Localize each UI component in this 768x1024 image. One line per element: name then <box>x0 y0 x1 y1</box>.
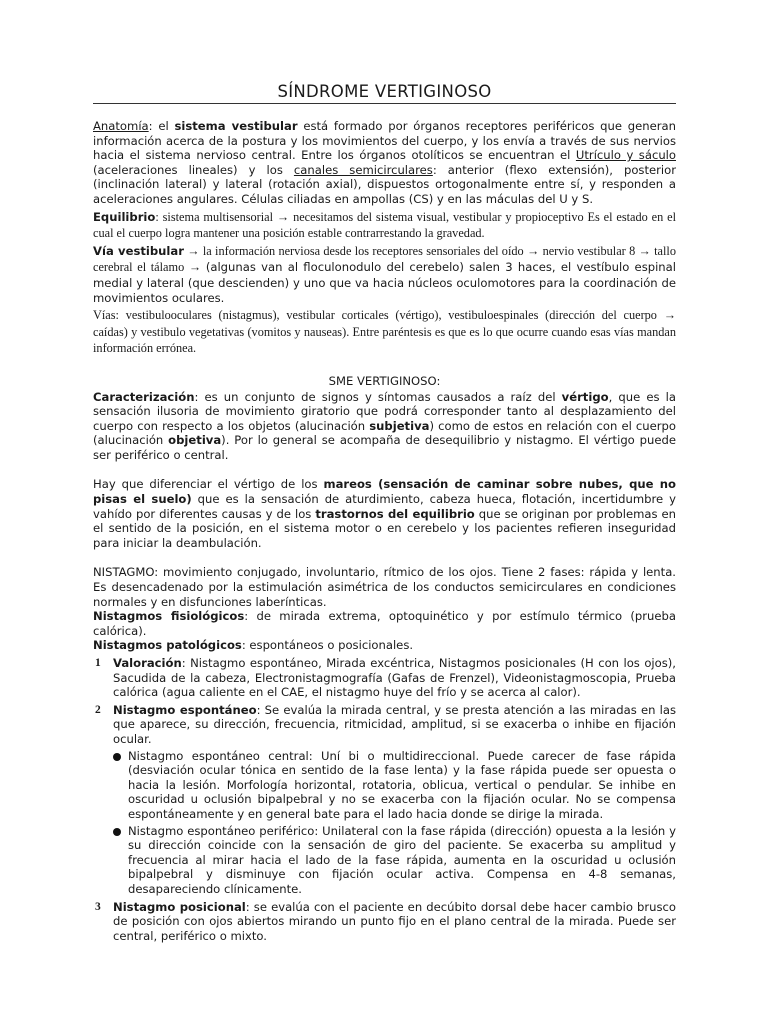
paragraph-patologicos <box>93 638 676 653</box>
paragraph-nistagmo <box>93 565 676 609</box>
term-caracterizacion: Caracterización <box>93 389 195 404</box>
paragraph-fisiologicos <box>93 609 676 638</box>
term-trastornos-equilibrio: trastornos del equilibrio <box>315 506 475 521</box>
text: : de mirada extrema, optoquinético y por estímulo térmico (prueba calórica). <box>93 609 676 638</box>
term-nistagmos-patologicos: Nistagmos patológicos <box>93 638 242 653</box>
list-number: 2 <box>95 703 101 716</box>
list-item-valoracion <box>93 656 676 700</box>
text: : anterior (flexo extensión), posterior (inclinación lateral) y lateral (rotación axial), dispuestos ortogonalmente entre sí, y responden a aceleraciones angulares. Células ciliadas en ampollas (CS) y en las máculas del U y S. <box>93 162 676 206</box>
text: Hay que diferenciar el vértigo de los <box>93 477 324 492</box>
term-utriculo-saculo: Utrículo y sáculo <box>575 148 676 163</box>
term-vertigo: vértigo <box>561 389 609 404</box>
list-number: 3 <box>95 900 101 913</box>
text: que es la sensación de aturdimiento, cabeza hueca, flotación, incertidumbre y vahído por diferentes causas y de los <box>93 492 676 521</box>
section-title-sme: SME VERTIGINOSO: <box>328 373 441 388</box>
text: que se originan por problemas en el sentido de la posición, en el sistema motor o en cerebelo y los pacientes refieren inseguridad para iniciar la deambulación. <box>93 506 676 550</box>
page-title: SÍNDROME VERTIGINOSO <box>93 82 676 104</box>
term-nistagmos-fisiologicos: Nistagmos fisiológicos <box>93 609 245 624</box>
paragraph-caracterizacion <box>93 390 676 463</box>
term-mareos: mareos (sensación de caminar sobre nubes, que no pisas el suelo) <box>93 477 676 507</box>
text: (algunas van al floculonodulo del cerebelo) salen 3 haces, el vestíbulo espinal medial y lateral (que descienden) y uno que va hacia núcleos oculomotores para la coordinación de movimientos oculares. <box>93 260 676 305</box>
term-anatomia: Anatomía <box>93 119 149 133</box>
term-subjetiva: subjetiva <box>369 418 430 433</box>
paragraph-equilibrio <box>93 209 676 242</box>
paragraph-anatomia <box>93 119 676 207</box>
text: : espontáneos o posicionales. <box>241 638 414 653</box>
paragraph-vias: Vías: vestibulooculares (nistagmus), vestibular corticales (vértigo), vestibuloespinales (dirección del cuerpo → caídas) y vestibulo vegetativas (vomitos y nauseas). Entre paréntesis es que es lo que ocurre cuando esas vías mandan información errónea. <box>93 308 676 356</box>
text: : Se evalúa la mirada central, y se presta atención a las miradas en las que aparece, su dirección, frecuencia, ritmicidad, amplitud, si se exacerba o inhibe en fijación ocular. <box>113 702 676 746</box>
term-objetiva: objetiva <box>168 433 222 448</box>
term-nistagmo: NISTAGMO <box>93 565 155 580</box>
text: : movimiento conjugado, involuntario, rítmico de los ojos. Tiene 2 fases: rápida y lenta. Es desencadenado por la estimulación asimétrica de los conductos semicirculares en condiciones normales y en disfunciones laberínticas. <box>93 565 676 609</box>
bullet-list <box>113 749 676 897</box>
text: : es un conjunto de signos y síntomas causados a raíz del <box>194 389 562 404</box>
text: ) como de estos en relación con el cuerpo (alucinación <box>93 418 677 448</box>
bullet-item-periferico <box>113 824 676 897</box>
list-item-nistagmo-espontaneo <box>93 703 676 897</box>
bullet-icon <box>113 828 121 836</box>
bullet-icon <box>113 753 121 761</box>
numbered-list <box>93 656 676 943</box>
text: : se evalúa con el paciente en decúbito dorsal debe hacer cambio brusco de posición con ojos abiertos mirando un punto fijo en el plano central de la mirada. Puede ser central, periférico o mixto. <box>113 899 677 943</box>
text: : el <box>148 119 175 133</box>
paragraph-mareos <box>93 477 676 550</box>
bullet-item-central <box>113 749 676 822</box>
term-equilibrio: Equilibrio <box>93 209 156 224</box>
text: , que es la sensación ilusoria de movimiento giratorio que podrá corresponder tanto al desplazamiento del cuerpo con respecto a los objetos (alucinación <box>93 389 676 433</box>
text: → la información nerviosa desde los receptores sensoriales del oído → nervio vestibular 8 → tallo cerebral el tálamo → <box>93 243 677 275</box>
text: (aceleraciones lineales) y los <box>93 162 294 177</box>
text: : Nistagmo espontáneo, Mirada excéntrica, Nistagmos posicionales (H con los ojos), Sacudida de la cabeza, Electronistagmografía (Gafas de Frenzel), Videonistagmoscopia, Prueba calórica (agua caliente en el CAE, el nistagmo huye del frío y se acerca al calor). <box>113 656 676 700</box>
term-via-vestibular: Vía vestibular <box>93 243 184 258</box>
term-nistagmo-posicional: Nistagmo posicional <box>113 899 246 914</box>
term-sistema-vestibular: sistema vestibular <box>174 119 298 133</box>
list-number: 1 <box>95 657 101 669</box>
term-nistagmo-espontaneo: Nistagmo espontáneo <box>113 702 257 717</box>
text: está formado por órganos receptores periféricos que generan información acerca de la postura y los movimientos del cuerpo, y los envía a través de sus nervios hacia el sistema nervioso central. Entre los órganos otolíticos se encuentran el <box>93 119 676 163</box>
paragraph-via-vestibular <box>93 243 676 305</box>
text: ). Por lo general se acompaña de desequilibrio y nistagmo. El vértigo puede ser periférico o central. <box>93 433 676 462</box>
text: Nistagmo espontáneo periférico: Unilateral con la fase rápida (dirección) opuesta a la lesión y su dirección coincide con la sensación de giro del paciente. Se exacerba su amplitud y frecuencia al mirar hacia el lado de la fase rápida, aumenta en la oscuridad u oclusión bipalpebral y disminuye con fijación ocular activa. Compensa en 4-8 semanas, desapareciendo clínicamente. <box>128 823 676 896</box>
term-valoracion: Valoración <box>113 656 182 670</box>
list-item-nistagmo-posicional <box>93 900 676 944</box>
text: : sistema multisensorial → necesitamos del sistema visual, vestibular y propioceptivo Es el estado en el cual el cuerpo logra mantener una posición estable contrarrestando la gravedad. <box>93 209 676 241</box>
term-canales-semicirculares: canales semicirculares <box>293 162 433 177</box>
text: Nistagmo espontáneo central: Uní bi o multidireccional. Puede carecer de fase rápida (desviación ocular tónica en sentido de la fase lenta) y la fase rápida puede ser opuesta o hacia la lesión. Morfología horizontal, rotatoria, oblicua, vertical o pendular. Se inhibe en oscuridad u oclusión bipalpebral y no se exacerba con la fijación ocular. No se compensa espontáneamente y en general bate para el lado hacia donde se dirige la mirada. <box>128 748 676 821</box>
